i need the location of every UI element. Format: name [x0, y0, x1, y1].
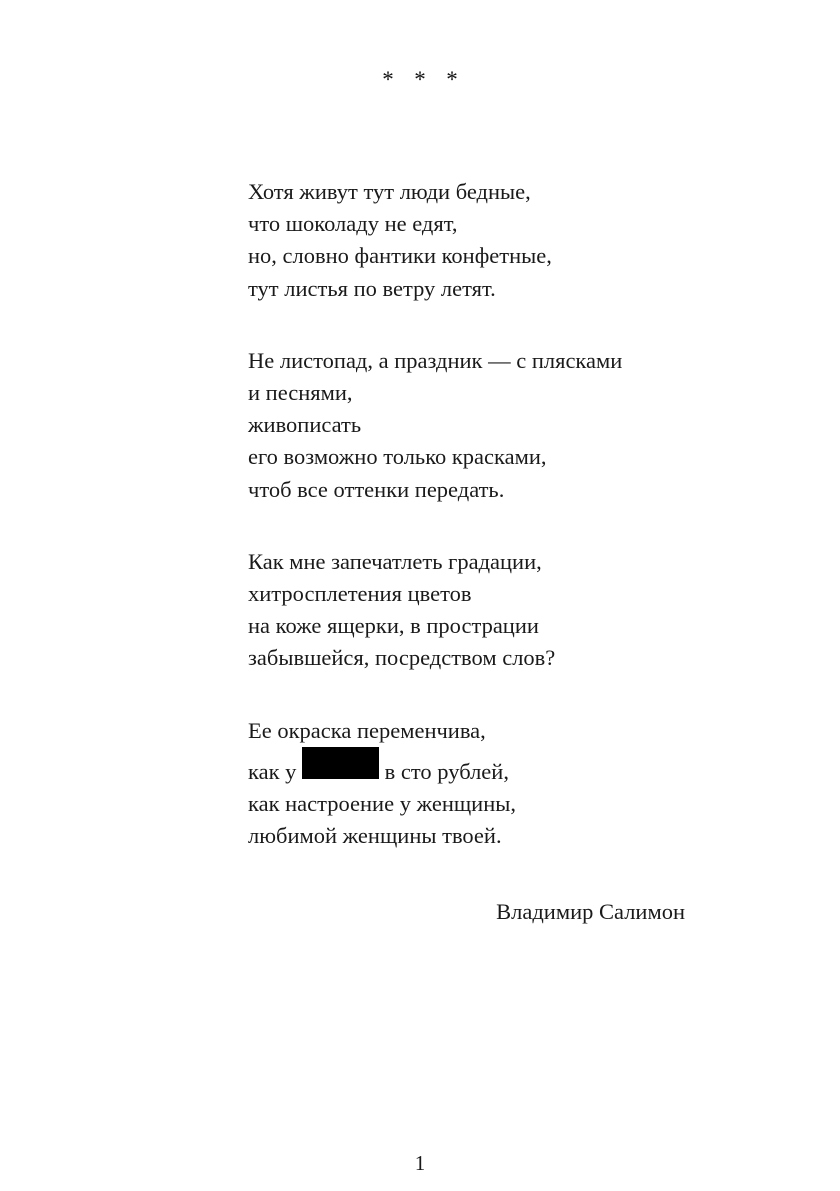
poem-line: живописать [248, 412, 362, 438]
poem-line: тут листья по ветру летят. [248, 275, 496, 301]
poem-body [248, 176, 718, 852]
poem-line: любимой женщины твоей. [248, 823, 502, 849]
poem-line: его возможно только красками, [248, 444, 547, 470]
poem-line: Ее окраска переменчива, [248, 717, 486, 743]
stanza-3 [248, 546, 718, 675]
poem-line: Хотя живут тут люди бедные, [248, 179, 531, 204]
redacted-line-text-after: в сто рублей, [379, 758, 509, 784]
poem-line-redacted [248, 747, 718, 788]
poem-line: как настроение у женщины, [248, 791, 517, 817]
redaction-black-box [302, 747, 379, 779]
poem-line: и песнями, [248, 380, 353, 406]
redacted-line-text-before: как у [248, 758, 303, 784]
stanza-separator-asterisks: * * * [382, 67, 466, 92]
author-name: Владимир Салимон [496, 899, 685, 924]
page-number: 1 [414, 1151, 426, 1175]
stanza-4 [248, 715, 718, 853]
poem-line: хитросплетения цветов [248, 581, 472, 607]
stanza-1 [248, 176, 718, 305]
poem-line: забывшейся, посредством слов? [248, 645, 556, 671]
poem-line: что шоколаду не едят, [248, 211, 458, 237]
poem-line: чтоб все оттенки передать. [248, 476, 505, 502]
poem-line: но, словно фантики конфетные, [248, 243, 552, 269]
poem-line: на коже ящерки, в прострации [248, 613, 539, 639]
stanza-2 [248, 345, 718, 506]
poem-line: Не листопад, а праздник — с плясками [248, 347, 623, 373]
poem-line: Как мне запечатлеть градации, [248, 548, 542, 574]
